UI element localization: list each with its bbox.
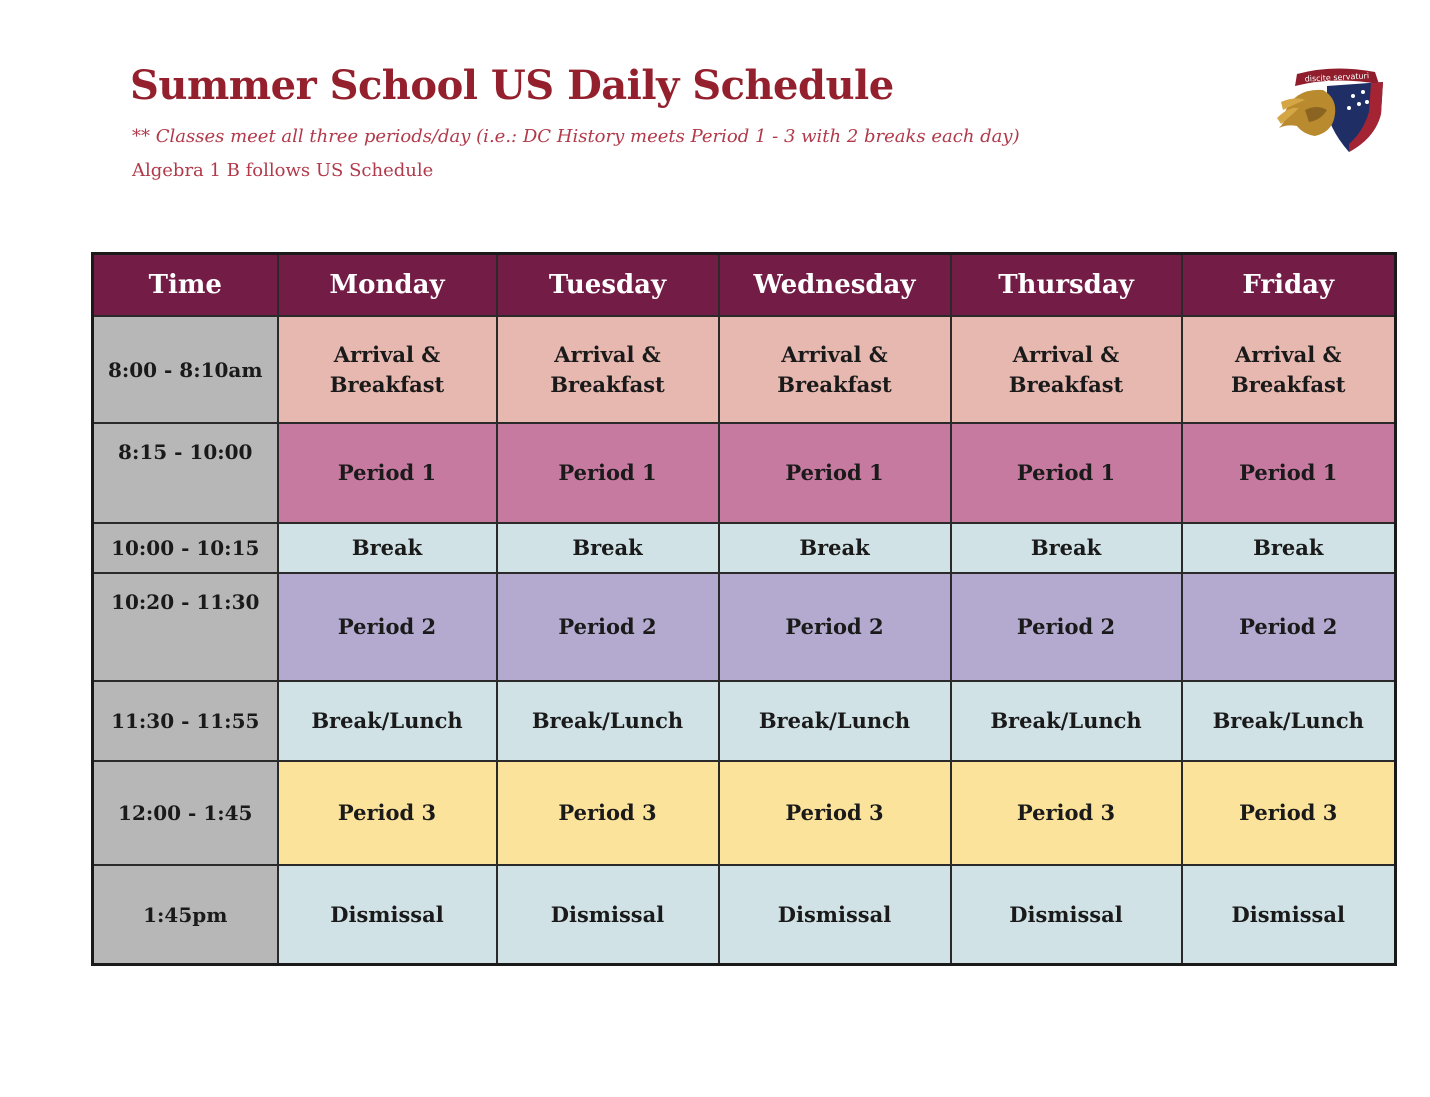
schedule-cell: Period 1 <box>719 423 951 523</box>
schedule-cell: Break <box>951 523 1182 573</box>
schedule-cell: Period 1 <box>951 423 1182 523</box>
schedule-cell: Period 3 <box>719 761 951 865</box>
schedule-cell: Arrival & Breakfast <box>951 316 1182 423</box>
col-header-thursday: Thursday <box>951 254 1182 317</box>
schedule-cell: Arrival & Breakfast <box>497 316 719 423</box>
time-cell: 10:20 - 11:30 <box>93 573 278 681</box>
col-header-tuesday: Tuesday <box>497 254 719 317</box>
time-cell: 8:00 - 8:10am <box>93 316 278 423</box>
table-row <box>93 573 1396 681</box>
schedule-cell: Dismissal <box>951 865 1182 965</box>
schedule-cell: Arrival & Breakfast <box>278 316 497 423</box>
schedule-cell: Period 2 <box>497 573 719 681</box>
schedule-cell: Period 1 <box>497 423 719 523</box>
schedule-cell: Arrival & Breakfast <box>1182 316 1396 423</box>
table-row <box>93 316 1396 423</box>
table-row <box>93 865 1396 965</box>
time-cell: 8:15 - 10:00 <box>93 423 278 523</box>
schedule-note: ** Classes meet all three periods/day (i.e.: DC History meets Period 1 - 3 with 2 breaks each day) <box>132 126 1020 147</box>
schedule-cell: Period 3 <box>1182 761 1396 865</box>
schedule-cell: Break/Lunch <box>497 681 719 761</box>
table-row <box>93 761 1396 865</box>
table-header-row <box>93 254 1396 317</box>
school-crest-logo <box>1275 62 1390 157</box>
algebra-note: Algebra 1 B follows US Schedule <box>132 160 434 181</box>
time-cell: 12:00 - 1:45 <box>93 761 278 865</box>
table-row <box>93 423 1396 523</box>
col-header-monday: Monday <box>278 254 497 317</box>
schedule-cell: Break <box>497 523 719 573</box>
schedule-cell: Arrival & Breakfast <box>719 316 951 423</box>
schedule-cell: Dismissal <box>278 865 497 965</box>
time-cell: 1:45pm <box>93 865 278 965</box>
col-header-time: Time <box>93 254 278 317</box>
schedule-cell: Break/Lunch <box>719 681 951 761</box>
svg-text:discite servaturi: discite servaturi <box>1304 71 1370 84</box>
time-cell: 11:30 - 11:55 <box>93 681 278 761</box>
schedule-cell: Period 2 <box>951 573 1182 681</box>
schedule-cell: Period 2 <box>278 573 497 681</box>
schedule-cell: Dismissal <box>497 865 719 965</box>
table-row <box>93 523 1396 573</box>
schedule-cell: Period 2 <box>1182 573 1396 681</box>
time-cell: 10:00 - 10:15 <box>93 523 278 573</box>
schedule-cell: Period 3 <box>278 761 497 865</box>
schedule-cell: Period 1 <box>1182 423 1396 523</box>
schedule-cell: Break/Lunch <box>278 681 497 761</box>
schedule-table <box>91 252 1397 966</box>
schedule-cell: Period 3 <box>497 761 719 865</box>
schedule-cell: Period 3 <box>951 761 1182 865</box>
col-header-friday: Friday <box>1182 254 1396 317</box>
schedule-cell: Dismissal <box>1182 865 1396 965</box>
table-row <box>93 681 1396 761</box>
schedule-cell: Break <box>1182 523 1396 573</box>
schedule-cell: Break <box>719 523 951 573</box>
schedule-cell: Period 2 <box>719 573 951 681</box>
schedule-cell: Break/Lunch <box>951 681 1182 761</box>
schedule-cell: Break <box>278 523 497 573</box>
col-header-wednesday: Wednesday <box>719 254 951 317</box>
page-title: Summer School US Daily Schedule <box>130 62 894 109</box>
schedule-cell: Break/Lunch <box>1182 681 1396 761</box>
schedule-cell: Dismissal <box>719 865 951 965</box>
schedule-cell: Period 1 <box>278 423 497 523</box>
